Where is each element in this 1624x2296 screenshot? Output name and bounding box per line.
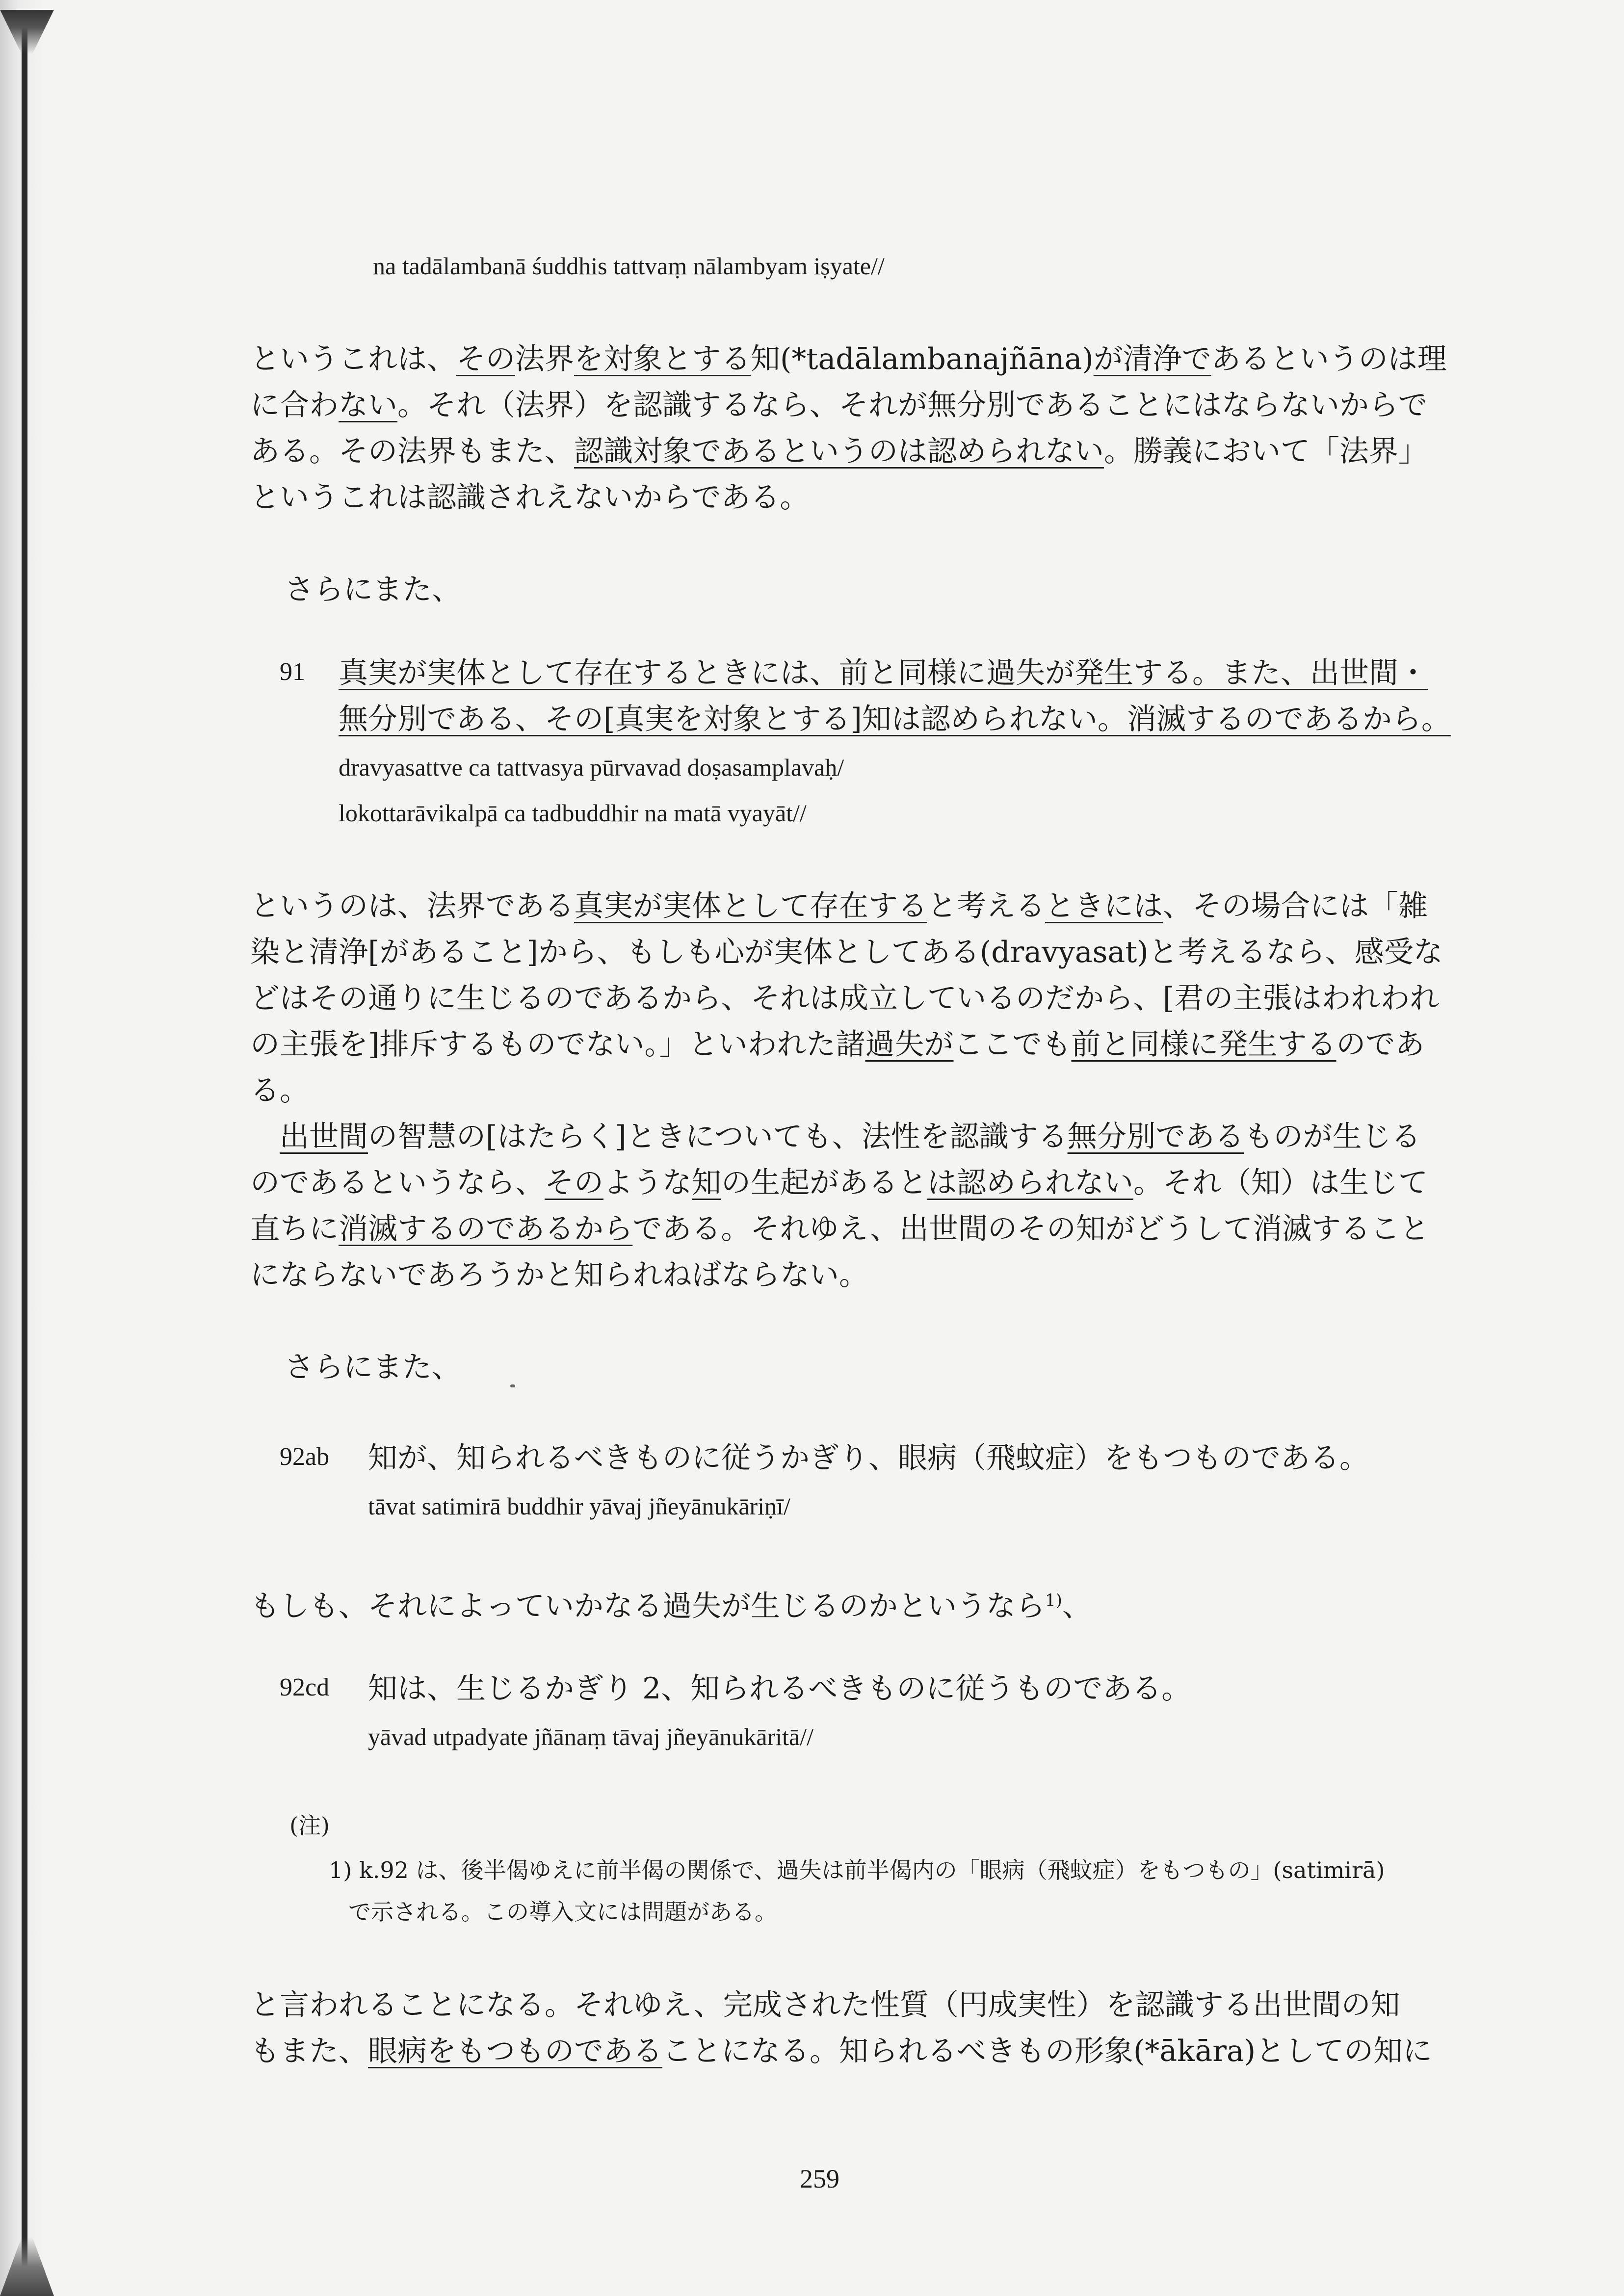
underlined-text: を対象とする (574, 342, 751, 376)
text-run: 知(*tadālambanajñāna) (751, 342, 1094, 376)
binding-line (22, 20, 27, 2276)
underlined-text: 無分別である (1067, 1120, 1244, 1154)
underlined-text: 出世間 (280, 1120, 368, 1154)
underlined-text: 認識対象であるというのは認められない (574, 434, 1104, 469)
underlined-text: 消滅するのであるから (339, 1212, 633, 1246)
underlined-text: その (545, 1166, 603, 1200)
verse-91-line-2: 無分別である、その[真実を対象とする]知は認められない。消滅するのであるから。 (339, 702, 1451, 736)
text-run: ある。その法界もまた、 (250, 434, 574, 469)
text-run: ような (603, 1166, 692, 1200)
paragraph-2-line-1 (250, 883, 1428, 929)
text-run: のであるというなら、 (250, 1166, 545, 1200)
verse-92ab-number: 92ab (280, 1443, 330, 1471)
paragraph-1-line-4: というこれは認識されえないからである。 (250, 480, 810, 515)
verse-91-number: 91 (280, 658, 305, 686)
verse-92ab-text: 知が、知られるべきものに従うかぎり、眼病（飛蚊症）をもつものである。 (368, 1441, 1369, 1475)
underlined-text: 前と同様に発生する (1071, 1027, 1336, 1062)
verse-92cd-text: 知は、生じるかぎり 2、知られるべきものに従うものである。 (368, 1671, 1191, 1706)
transition-sarani-mata-2: さらにまた、 (285, 1350, 461, 1384)
text-run: というのは、法界である (250, 889, 574, 923)
text-run: のであ (1336, 1027, 1425, 1062)
text-run: ものが生じる (1244, 1120, 1421, 1154)
text-run: ことになる。知られるべきもの形象(*ākāra)としての知に (662, 2034, 1433, 2068)
question-line (250, 1577, 1092, 1629)
paragraph-2-line-5: る。 (250, 1073, 309, 1108)
page-number: 259 (800, 2164, 839, 2193)
paragraph-1-line-1 (250, 336, 1447, 382)
verse-91-sanskrit-1: dravyasattve ca tattvasya pūrvavad doṣasamplavaḥ/ (339, 754, 844, 781)
text-run: 。勝義において「法界」 (1104, 434, 1428, 469)
text-run: と考える (927, 889, 1045, 923)
underlined-text: 眼病をもつものである (368, 2034, 662, 2068)
text-run: もまた、 (250, 2034, 368, 2068)
note-1-line-1: 1) k.92 は、後半偈ゆえに前半偈の関係で、過失は前半偈内の「眼病（飛蚊症）をもつもの」(satimirā) (329, 1857, 1385, 1883)
text-run: の主張を]排斥するものでない。」といわれた諸 (250, 1027, 865, 1062)
paragraph-3-line-4: にならないであろうかと知られねばならない。 (250, 1258, 868, 1292)
underlined-text: 過失が (865, 1027, 954, 1062)
text-run: 、その場合には「雑 (1163, 889, 1428, 923)
text-run: もしも、それによっていかなる過失が生じるのかというなら (250, 1589, 1045, 1623)
paragraph-1-line-3 (250, 428, 1428, 474)
underlined-text: その (456, 342, 515, 376)
paragraph-2-line-3: どはその通りに生じるのであるから、それは成立しているのだから、[君の主張はわれわれ (250, 981, 1440, 1016)
underlined-text: ときには (1045, 889, 1163, 923)
text-run: あるというのは理 (1211, 342, 1447, 376)
text-run: 直ちに (250, 1212, 339, 1246)
text-run: ここでも (953, 1027, 1072, 1062)
paragraph-3-line-1 (280, 1114, 1421, 1160)
footnote-marker: 1) (1045, 1591, 1062, 1610)
underlined-text: が清浄で (1093, 342, 1211, 376)
text-run: の智慧の[はたらく]ときについても、法性を認識する (368, 1120, 1068, 1154)
note-1-line-2: で示される。この導入文には問題がある。 (348, 1899, 777, 1925)
verse-91-line-1: 真実が実体として存在するときには、前と同様に過失が発生する。また、出世間・ (339, 656, 1428, 690)
text-run: というこれは、 (250, 342, 456, 376)
underlined-text: は認められない (927, 1166, 1133, 1200)
text-run: 。それ（法界）を認識するなら、それが無分別であることにはならないからで (397, 388, 1428, 422)
paragraph-3-line-3 (250, 1206, 1429, 1252)
note-heading: (注) (289, 1812, 330, 1839)
text-run: の生起があると (721, 1166, 927, 1200)
text-run: 、 (1062, 1589, 1092, 1623)
text-run: である。それゆえ、出世間のその知がどうして消滅すること (632, 1212, 1430, 1246)
paragraph-4-line-1: と言われることになる。それゆえ、完成された性質（円成実性）を認識する出世間の知 (250, 1988, 1400, 2022)
transition-sarani-mata-1: さらにまた、 (285, 573, 461, 607)
verse-90-sanskrit: na tadālambanā śuddhis tattvaṃ nālambyam iṣyate// (373, 252, 885, 280)
verse-92ab-sanskrit: tāvat satimirā buddhir yāvaj jñeyānukāriṇī/ (368, 1492, 790, 1520)
scan-speck (510, 1384, 515, 1387)
underlined-text: 真実が実体として存在する (574, 889, 927, 923)
paragraph-3-line-2 (250, 1160, 1428, 1206)
paragraph-4-line-2 (250, 2028, 1432, 2074)
verse-92cd-number: 92cd (280, 1673, 330, 1701)
paragraph-1-line-2 (250, 382, 1427, 428)
verse-91-sanskrit-2: lokottarāvikalpā ca tadbuddhir na matā vyayāt// (339, 799, 807, 827)
text-run: 。それ（知）は生じて (1133, 1166, 1428, 1200)
text-run: に合わ (250, 388, 339, 422)
text-run: 法界 (515, 342, 574, 376)
paragraph-2-line-4 (250, 1021, 1424, 1068)
underlined-text: ない (339, 388, 397, 422)
underlined-text: 知 (692, 1166, 721, 1200)
paragraph-2-line-2: 染と清浄[があること]から、もしも心が実体としてある(dravyasat)と考えるなら、感受な (250, 935, 1443, 969)
verse-92cd-sanskrit: yāvad utpadyate jñānaṃ tāvaj jñeyānukāritā// (368, 1723, 813, 1750)
